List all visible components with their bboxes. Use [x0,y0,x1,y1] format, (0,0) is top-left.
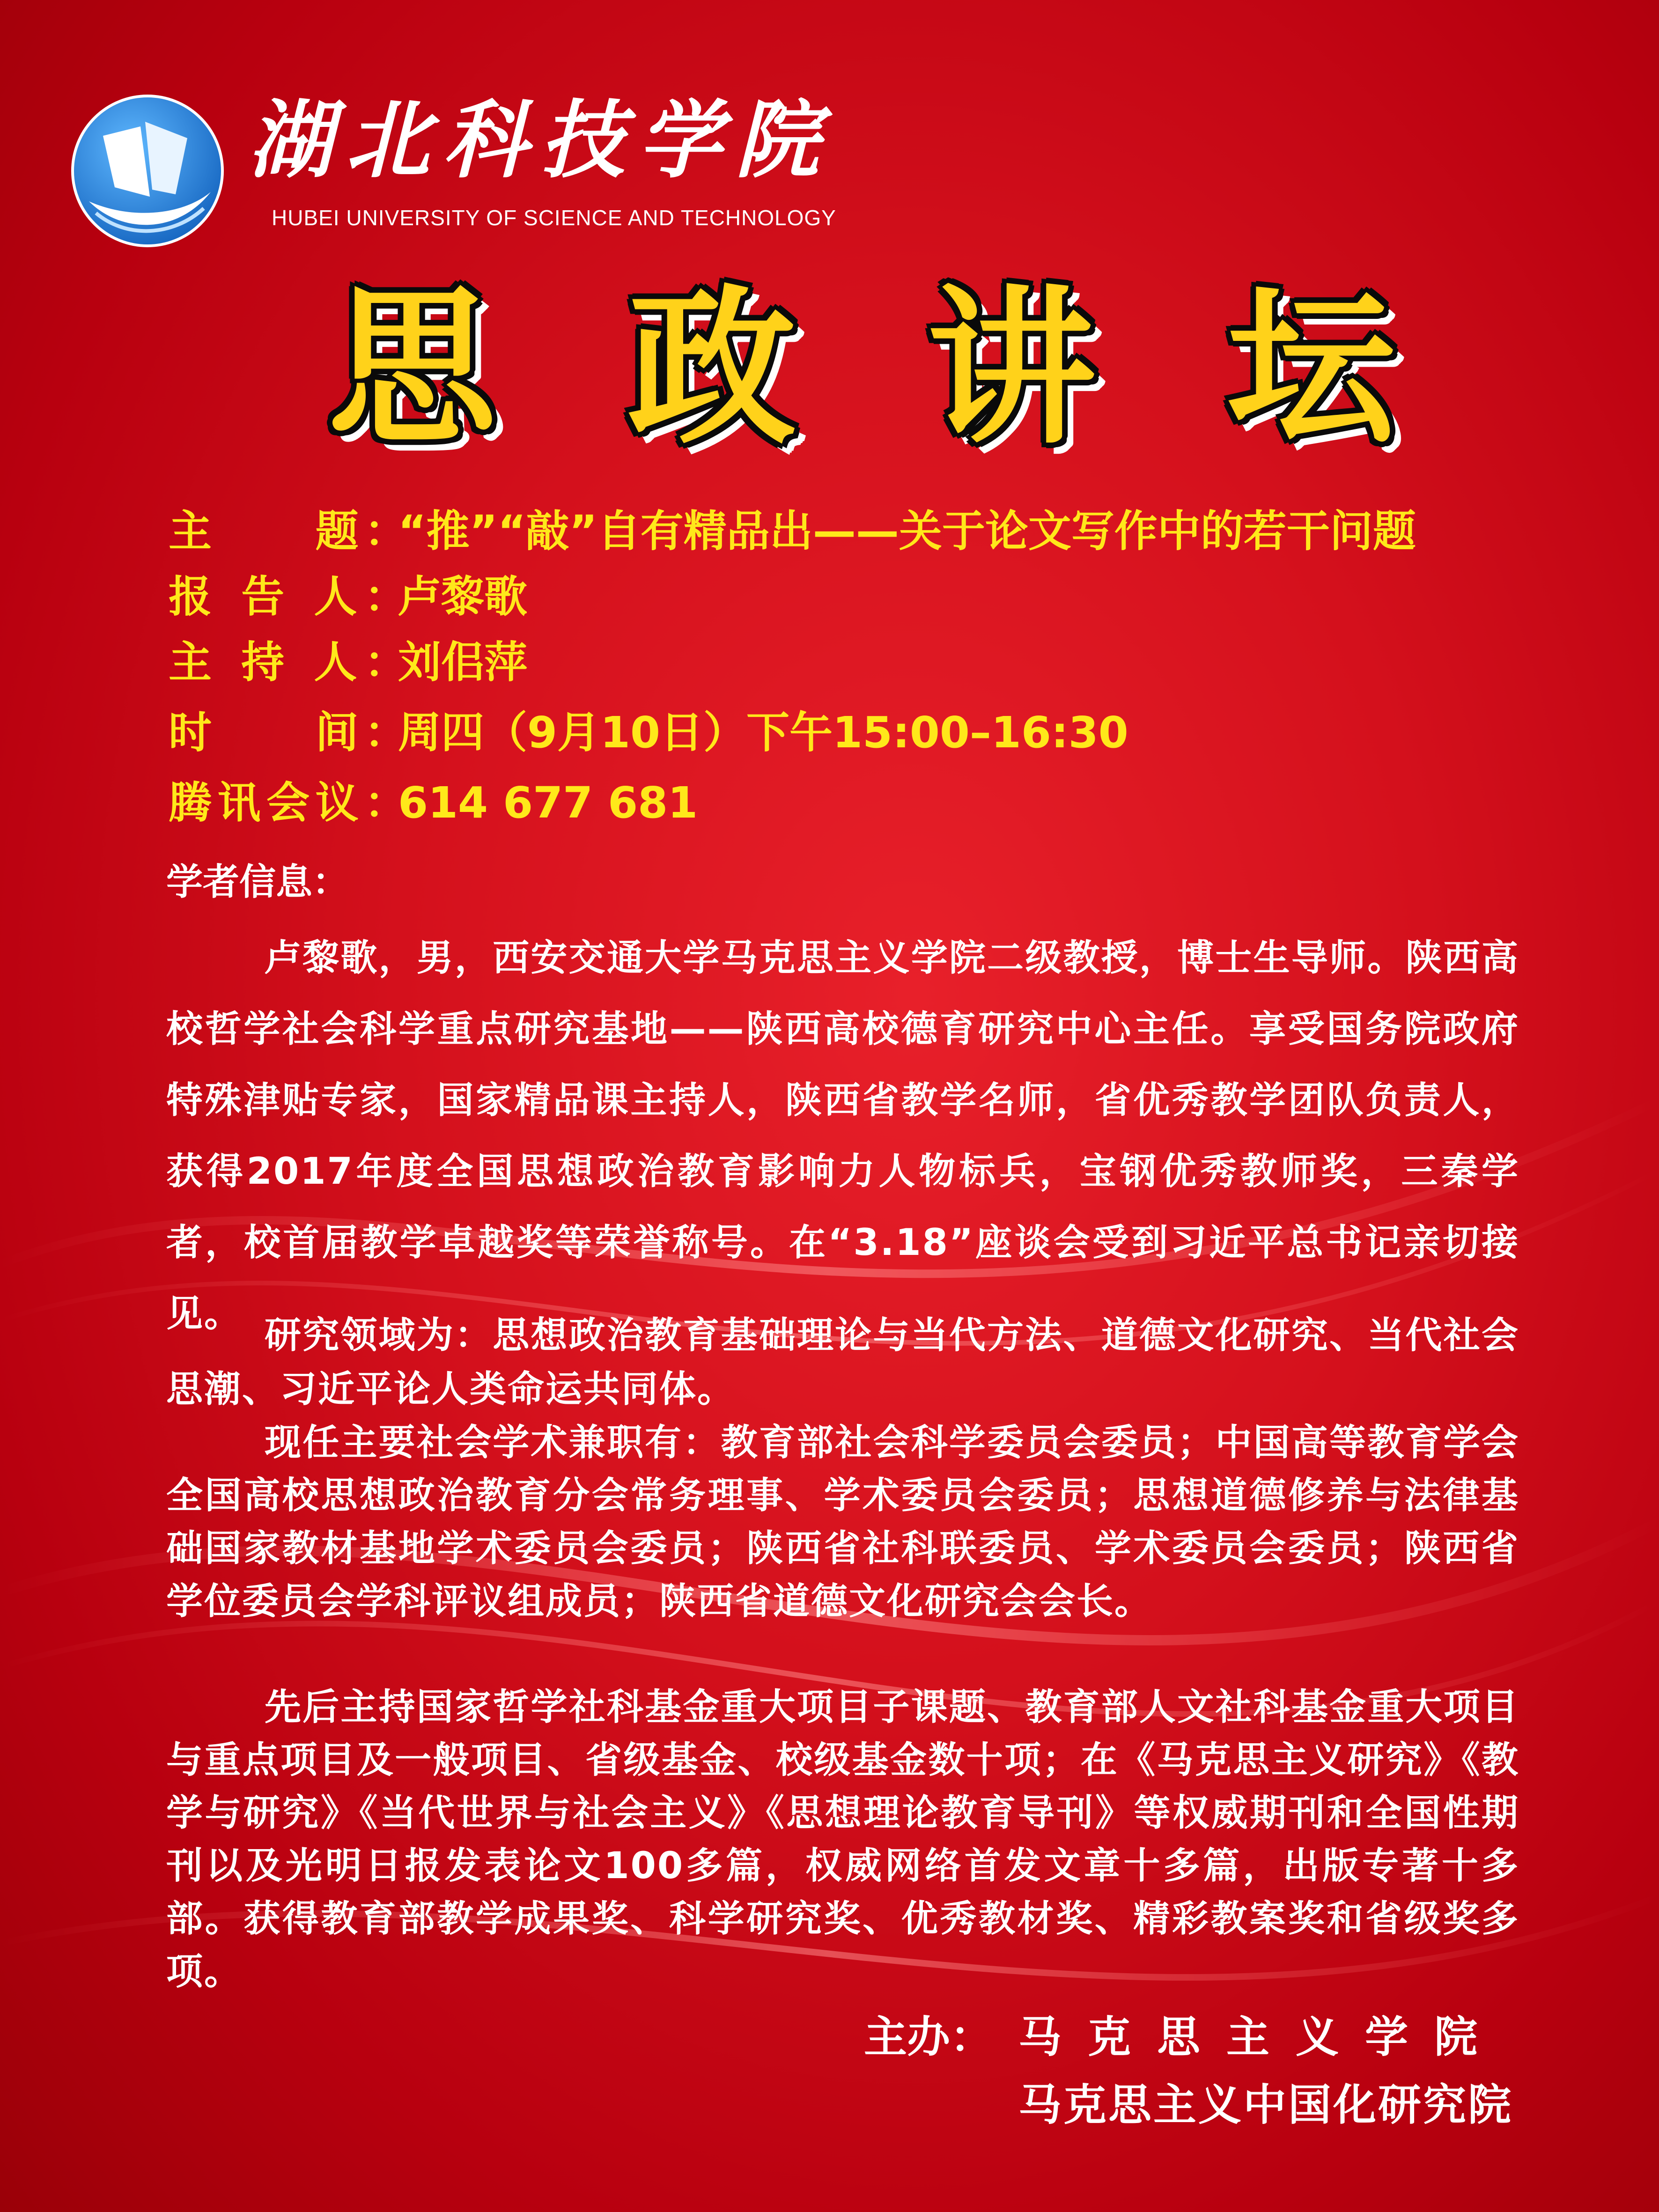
host-row [169,637,527,688]
topic-label: 主 题： [169,506,407,556]
title-char: 思 [328,268,496,466]
topic-row [169,506,1416,557]
scholar-section-title: 学者信息： [166,861,349,903]
achievements-paragraph: 先后主持国家哲学社科基金重大项目子课题、教育部人文社科基金重大项目与重点项目及一般项目、省级基金、校级基金数十项；在《马克思主义研究》《教学与研究》《当代世界与社会主义》《思想理论教育导刊》等权威期刊和全国性期刊以及光明日报发表论文100多篇，权威网络首发文章十多篇，出版专著十多部。获得教育部教学成果奖、科学研究奖、优秀教材奖、精彩教案奖和省级奖多项。 [166,1686,1519,1993]
title-char: 坛 [1227,268,1395,466]
positions-paragraph: 现任主要社会学术兼职有：教育部社会科学委员会委员；中国高等教育学会全国高校思想政治教育分会常务理事、学术委员会委员；思想道德修养与法律基础国家教材基地学术委员会委员；陕西省社科联委员、学术委员会委员；陕西省学位委员会学科评议组成员；陕西省道德文化研究会会长。 [166,1422,1519,1622]
organizer-name: 马克思主义中国化研究院 [1018,2080,1513,2130]
reporter-value: 卢黎歌 [398,572,528,622]
university-name-en: HUBEI UNIVERSITY OF SCIENCE AND TECHNOLOGY [272,206,836,230]
time-row [169,707,1128,759]
poster-title [328,262,1395,473]
title-char: 讲 [927,268,1096,466]
reporter-row [169,571,527,623]
organizer-label: 主办： [864,2012,994,2062]
meeting-id: 614 677 681 [398,778,698,828]
scholar-bio-paragraph: 卢黎歌，男，西安交通大学马克思主义学院二级教授，博士生导师。陕西高校哲学社会科学重点研究基地——陕西高校德育研究中心主任。享受国务院政府特殊津贴专家，国家精品课主持人，陕西省教学名师，省优秀教学团队负责人，获得2017年度全国思想政治教育影响力人物标兵，宝钢优秀教师奖，三秦学者，校首届教学卓越奖等荣誉称号。在“3.18”座谈会受到习近平总书记亲切接见。 [166,937,1519,1335]
time-label: 时 间： [169,708,407,758]
meeting-label: 腾讯会议： [169,778,407,828]
host-value: 刘佀萍 [398,637,528,687]
university-name-cn: 湖北科技学院 [248,91,833,190]
organizer-name: 马克思主义学院 [1018,2012,1504,2062]
host-label: 主 持 人： [169,637,407,687]
time-value: 周四（9月10日）下午15:00–16:30 [398,708,1128,758]
topic-value: “推”“敲”自有精品出——关于论文写作中的若干问题 [398,506,1416,556]
meeting-row [169,777,698,829]
research-fields-paragraph: 研究领域为：思想政治教育基础理论与当代方法、道德文化研究、当代社会思潮、习近平论人类命运共同体。 [166,1314,1519,1410]
university-logo-icon [70,94,225,248]
reporter-label: 报 告 人： [169,572,407,622]
title-char: 政 [627,268,796,466]
